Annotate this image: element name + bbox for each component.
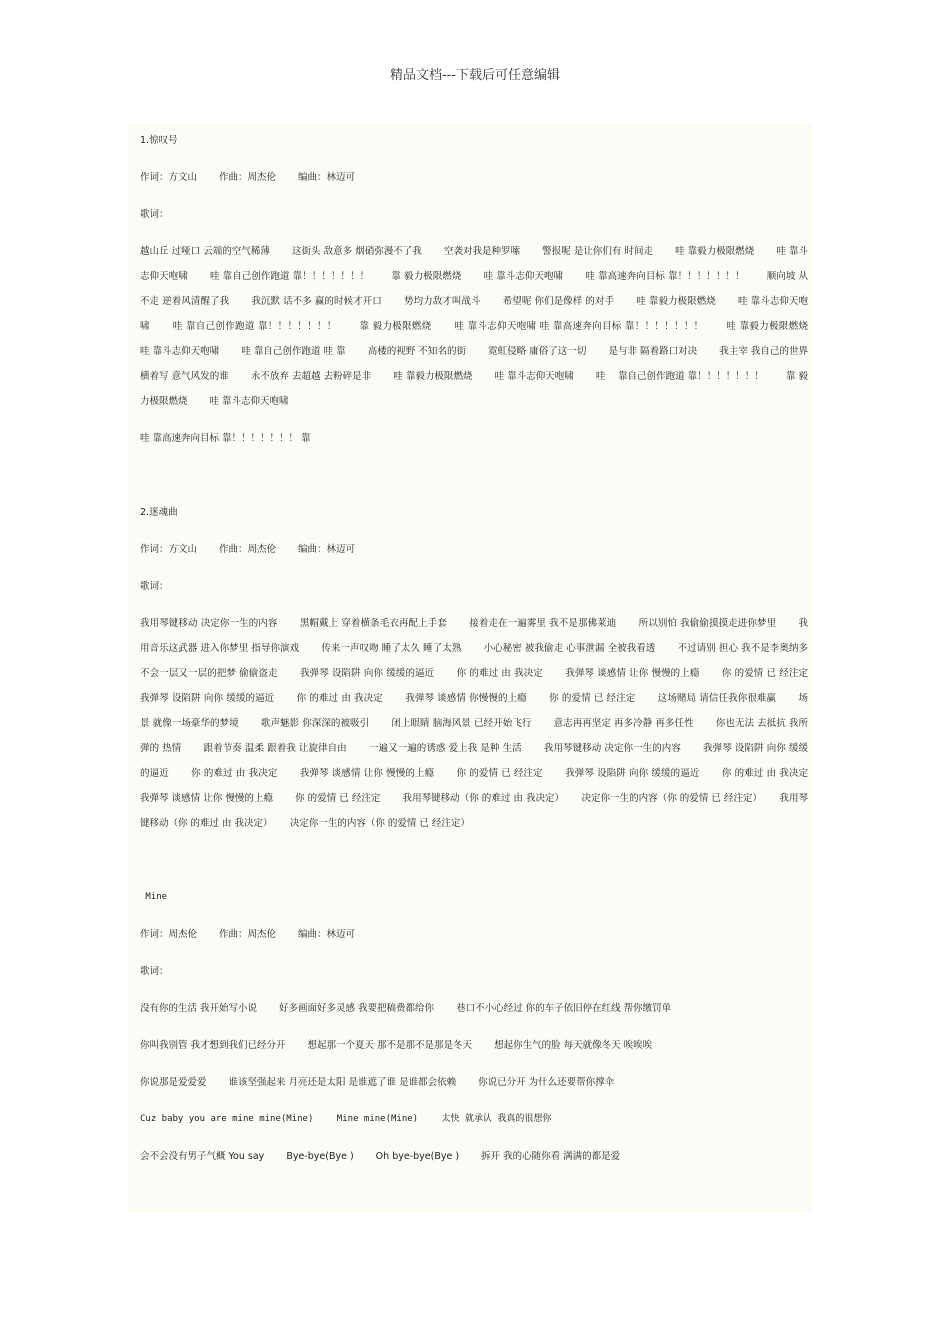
lyrics-label: 歌词： <box>140 209 169 220</box>
lyrics-paragraph: 哇 靠高速奔向目标 靠！！！！！！！ 靠 <box>140 433 311 444</box>
lyrics-label: 歌词： <box>140 966 169 977</box>
lyrics-paragraph: 我用琴键移动 决定你一生的内容 黑帽戴上 穿着横条毛衣再配上手套 接着走在一遍雾里 我不是那佛莱迪 所以别怕 我偷偷摸摸走进你梦里 我用音乐这武器 进入你梦里 指导你演戏 传来一声叹吻 睡了太久 睡了太熟 小心秘密 被我偷走 心事泄漏 全被我看透 不过请别 担心 我不是李奥纳多 不会一层又一层的把梦 偷偷盗走 我弹琴 设陷阱 向你 缓缓的逼近 你 的难过 由 我决定 我弹琴 谈感情 让你 慢慢的上瘾 你 的爱情 已 经注定 我弹琴 设陷阱 向你 缓缓的逼近 你 的难过 由 我决定 我弹琴 谈感情 你慢慢的上瘾 你 的爱情 已 经注定 这场赌局 请信任我你很难赢 场景 就像一场豪华的梦境 歌声魅影 你深深的被吸引 闭上眼睛 脑海风景 已经开始飞行 意志再再坚定 再多冷静 再多任性 你也无法 去抵抗 我所弹的 热情 跟着节奏 温柔 跟着我 让旋律自由 一遍又一遍的诱惑 爱上我 是种 生活 我用琴键移动 决定你一生的内容 我弹琴 设陷阱 向你 缓缓的逼近 你 的难过 由 我决定 我弹琴 谈感情 让你 慢慢的上瘾 你 的爱情 已 经注定 我弹琴 设陷阱 向你 缓缓的逼近 你 的难过 由 我决定 我弹琴 谈感情 让你 慢慢的上瘾 你 的爱情 已 经注定 我用琴键移动（你 的难过 由 我决定） 决定你一生的内容（你 的爱情 已 经注定） 我用琴键移动（你 的难过 由 我决定） 决定你一生的内容（你 的爱情 已 经注定） <box>140 618 831 829</box>
song-credits: 作词：方文山 作曲：周杰伦 编曲：林迈可 <box>140 172 356 183</box>
song-1 <box>140 128 831 451</box>
song-credits: 作词：周杰伦 作曲：周杰伦 编曲：林迈可 <box>140 929 356 940</box>
song-title: Mine <box>140 892 168 902</box>
page-header: 精品文档---下载后可任意编辑 <box>389 68 561 83</box>
song-2 <box>140 500 831 836</box>
lyrics-label: 歌词： <box>140 581 169 592</box>
document-body <box>128 124 831 1212</box>
lyrics-line: 你叫我别管 我才想到我们已经分开 想起那一个夏天 那不是那不是那是冬天 想起你生气的脸 每天就像冬天 唉唉唉 <box>140 1040 653 1051</box>
song-3 <box>140 885 812 1169</box>
song-title: 2.迷魂曲 <box>140 507 178 518</box>
song-credits: 作词：方文山 作曲：周杰伦 编曲：林迈可 <box>140 544 356 555</box>
lyrics-paragraph: 越山丘 过哑口 云端的空气稀薄 这街头 敌意多 烟硝弥漫不了我 空袭对我是种罗嗦 警报呢 是让你们有 时间走 哇 靠毅力极限燃烧 哇 靠斗志仰天咆啸 哇 靠自己创作跑道 靠！！！！！！！ 靠 毅力极限燃烧 哇 靠斗志仰天咆啸 哇 靠高速奔向目标 靠！！！！！！！ 顺向坡 从不走 逆着风清醒了我 我沉默 话不多 赢的时候才开口 势均力敌才叫战斗 希望呢 你们是像样 的对手 哇 靠毅力极限燃烧 哇 靠斗志仰天咆啸 哇 靠自己创作跑道 靠！！！！！！！ 靠 毅力极限燃烧 哇 靠斗志仰天咆啸 哇 靠高速奔向目标 靠！！！！！！！ 哇 靠毅力极限燃烧 哇 靠斗志仰天咆啸 哇 靠自己创作跑道 哇 靠 高楼的视野 不知名的街 霓虹侵略 庸俗了这一切 是与非 隔着路口对决 我主宰 我自己的世界 横着写 意气风发的谁 永不放弃 去超越 去粉碎是非 哇 靠毅力极限燃烧 哇 靠斗志仰天咆啸 哇 靠自己创作跑道 靠！！！！！！！ 靠 毅力极限燃烧 哇 靠斗志仰天咆啸 <box>140 246 831 407</box>
song-title: 1.惊叹号 <box>140 135 178 146</box>
lyrics-line: Cuz baby you are mine mine(Mine) Mine mine(Mine) 太快 就承认 我真的很想你 <box>140 1114 552 1124</box>
lyrics-line: 没有你的生活 我开始写小说 好多画面好多灵感 我要把稿费都给你 巷口不小心经过 你的车子依旧停在红线 帮你缴罚单 <box>140 1003 672 1014</box>
lyrics-line: 会不会没有男子气概 You say Bye-bye(Bye ) Oh bye-bye(Bye ) 拆开 我的心随你看 满满的都是爱 <box>140 1151 621 1162</box>
lyrics-line: 你说那是爱爱爱 谁该坚强起来 月亮还是太阳 是谁遮了谁 是谁都会依赖 你说已分开 为什么还要帮你撑伞 <box>140 1077 615 1088</box>
